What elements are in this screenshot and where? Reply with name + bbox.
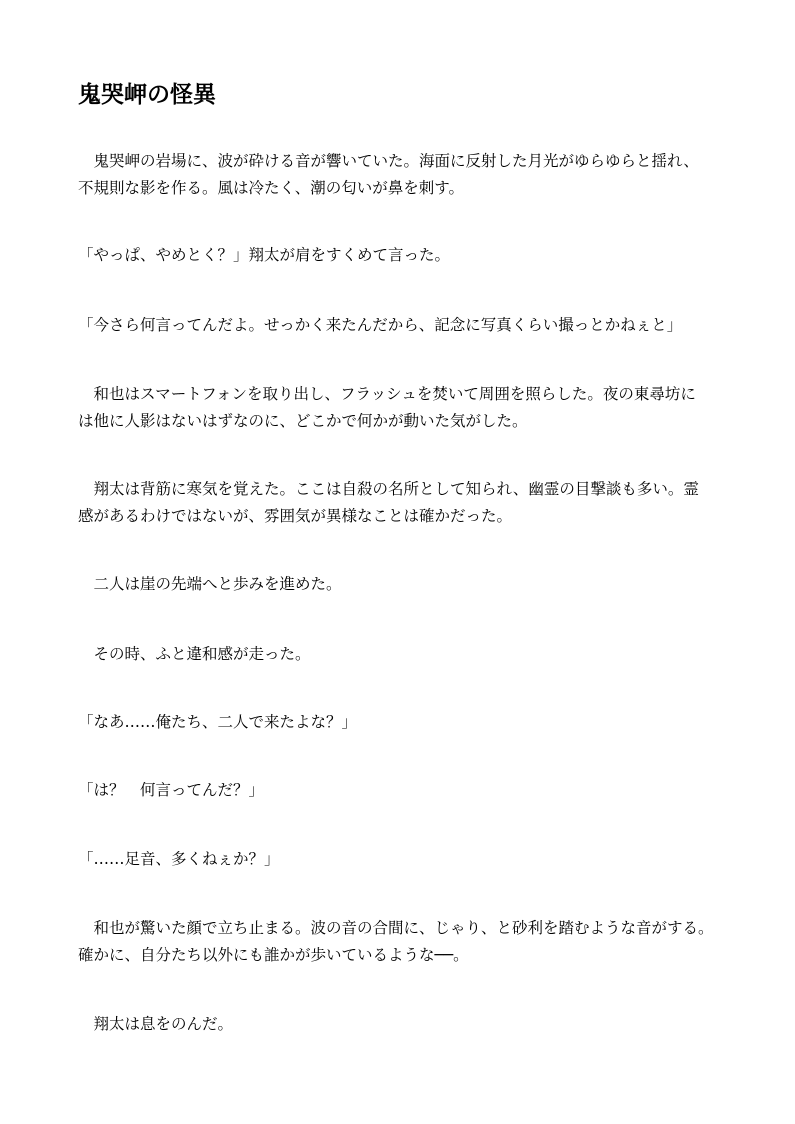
paragraph-line: は他に人影はないはずなのに、どこかで何かが動いた気がした。 (78, 412, 528, 430)
paragraph (78, 915, 714, 969)
paragraph-line: 和也はスマートフォンを取り出し、フラッシュを焚いて周囲を照らした。夜の東尋坊に (78, 385, 696, 403)
paragraph-line: 「……足音、多くねぇか？」 (78, 850, 280, 868)
paragraph-line: 鬼哭岬の岩場に、波が砕ける音が響いていた。海面に反射した月光がゆらゆらと揺れ、 (78, 152, 699, 170)
paragraph-line: 「なあ……俺たち、二人で来たよな？」 (78, 713, 358, 731)
document-title: 鬼哭岬の怪異 (78, 82, 216, 108)
paragraph-line: 不規則な影を作る。風は冷たく、潮の匂いが鼻を刺す。 (78, 179, 464, 197)
paragraph-line: 翔太は背筋に寒気を覚えた。ここは自殺の名所として知られ、幽霊の目撃談も多い。霊 (78, 480, 699, 498)
paragraph (78, 1011, 233, 1038)
paragraph-line: 和也が驚いた顔で立ち止まる。波の音の合間に、じゃり、と砂利を踏むような音がする。 (78, 919, 714, 937)
paragraph-line: 翔太は息をのんだ。 (78, 1015, 234, 1033)
paragraph (78, 242, 450, 269)
paragraph-line: その時、ふと違和感が走った。 (78, 645, 311, 663)
paragraph (78, 571, 342, 598)
paragraph (78, 148, 699, 202)
paragraph (78, 476, 699, 530)
paragraph-line: 「は？ 何言ってんだ？」 (78, 781, 265, 799)
paragraph-line: 二人は崖の先端へと歩みを進めた。 (78, 575, 342, 593)
paragraph (78, 846, 280, 873)
paragraph (78, 777, 264, 804)
paragraph (78, 381, 696, 435)
paragraph (78, 312, 682, 339)
paragraph-line: 感があるわけではないが、雰囲気が異様なことは確かだった。 (78, 507, 513, 525)
paragraph (78, 709, 357, 736)
paragraph-line: 「やっぱ、やめとく？」翔太が肩をすくめて言った。 (78, 246, 451, 264)
paragraph-line: 「今さら何言ってんだよ。せっかく来たんだから、記念に写真くらい撮っとかねぇと」 (78, 316, 683, 334)
paragraph (78, 641, 311, 668)
paragraph-line: 確かに、自分たち以外にも誰かが歩いているような──。 (78, 946, 469, 964)
